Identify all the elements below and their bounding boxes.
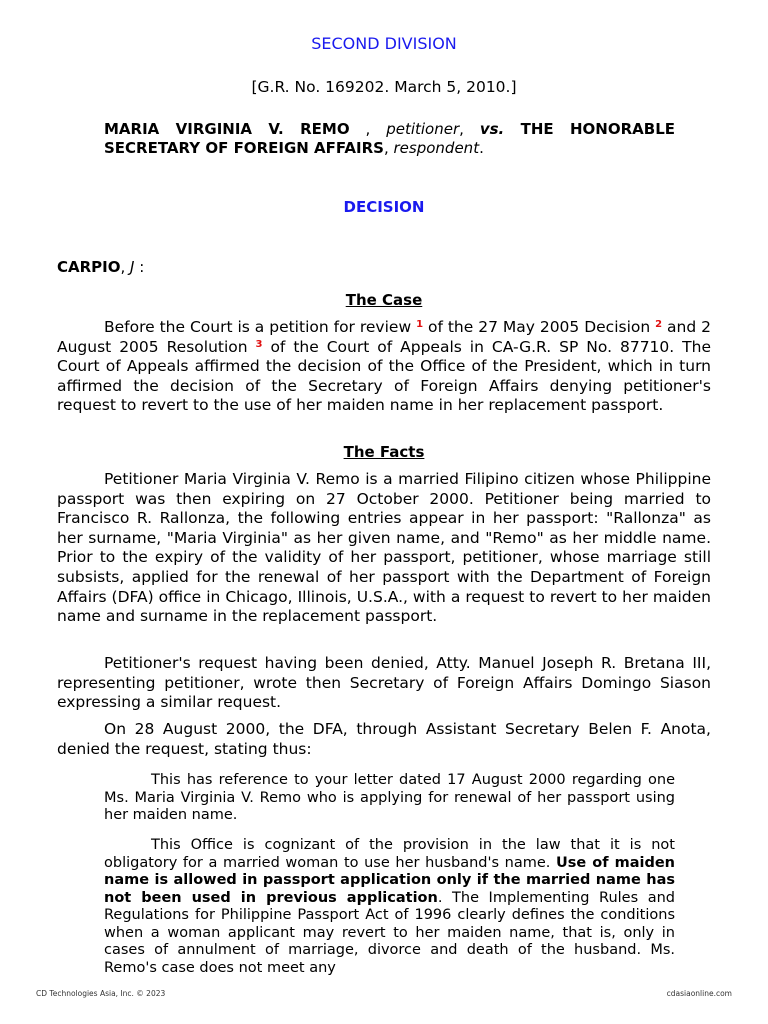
footnote-link-3[interactable]: 3 bbox=[255, 338, 263, 350]
respondent-name: THE HONORABLE SECRETARY OF FOREIGN AFFAIRS bbox=[104, 120, 676, 157]
footer-site[interactable]: cdasiaonline.com bbox=[666, 989, 732, 998]
parties-separator: , bbox=[383, 139, 394, 157]
paragraph-text: and 2 August 2005 Resolution bbox=[57, 318, 711, 356]
paragraph-text: of the Court of Appeals in CA-G.R. SP No. 87710. The Court of Appeals affirmed the decision of the Office of the President, which in turn affirmed the decision of the Secretary of Foreign Affairs denying petitioner's request to revert to the use of her maiden name in her replacement passport. bbox=[57, 337, 711, 415]
paragraph-case bbox=[57, 318, 711, 416]
ponente-title: J bbox=[130, 258, 135, 276]
paragraph-facts-3: On 28 August 2000, the DFA, through Assistant Secretary Belen F. Anota, denied the request, stating thus: bbox=[57, 720, 711, 758]
quote-text: . The Implementing Rules and Regulations for Philippine Passport Act of 1996 clearly defines the conditions when a woman applicant may revert to her maiden name, that is, only in cases of annulment of marriage, divorce and death of the husband. Ms. Remo's case does not meet any bbox=[104, 889, 675, 976]
petitioner-role: petitioner bbox=[386, 120, 460, 138]
parties-end: . bbox=[479, 139, 484, 157]
division-heading: SECOND DIVISION bbox=[311, 34, 457, 53]
footnote-link-1[interactable]: 1 bbox=[416, 319, 424, 330]
paragraph-facts-1: Petitioner Maria Virginia V. Remo is a married Filipino citizen whose Philippine passport was then expiring on 27 October 2000. Petitioner being married to Francisco R. Rallonza, the following entries appear in her passport: "Rallonza" as her surname, "Maria Virginia" as her given name, and "Remo" as her middle name. Prior to the expiry of the validity of her passport, petitioner, whose marriage still subsists, applied for the renewal of her passport with the Department of Foreign Affairs (DFA) office in Chicago, Illinois, U.S.A., with a request to revert to her maiden name and surname in the replacement passport. bbox=[57, 470, 711, 626]
decision-title: DECISION bbox=[343, 198, 425, 216]
ponente-separator: , bbox=[120, 258, 131, 276]
ponente bbox=[57, 258, 144, 276]
quote-text: This Office is cognizant of the provision in the law that it is not obligatory for a married woman to use her husband's name. bbox=[104, 837, 675, 871]
parties-separator: , bbox=[349, 120, 387, 138]
paragraph-text: Before the Court is a petition for review bbox=[104, 318, 417, 336]
case-number: [G.R. No. 169202. March 5, 2010.] bbox=[251, 78, 517, 96]
quoted-letter-paragraph-1: This has reference to your letter dated 17 August 2000 regarding one Ms. Maria Virginia V. Remo who is applying for renewal of her passport using her maiden name. bbox=[104, 772, 675, 823]
section-heading-case: The Case bbox=[345, 291, 423, 309]
paragraph-text: of the 27 May 2005 Decision bbox=[423, 318, 656, 336]
petitioner-name: MARIA VIRGINIA V. REMO bbox=[104, 120, 350, 138]
paragraph-facts-2: Petitioner's request having been denied, Atty. Manuel Joseph R. Bretana III, representing petitioner, wrote then Secretary of Foreign Affairs Domingo Siason expressing a similar request. bbox=[57, 654, 711, 712]
respondent-role: respondent bbox=[393, 139, 480, 157]
footnote-link-2[interactable]: 2 bbox=[655, 319, 663, 330]
case-parties bbox=[104, 120, 675, 158]
footer-copyright: CD Technologies Asia, Inc. © 2023 bbox=[36, 989, 166, 998]
ponente-end: : bbox=[134, 258, 145, 276]
parties-separator: , bbox=[459, 120, 480, 138]
ponente-name: CARPIO bbox=[57, 258, 121, 276]
quote-emphasis: Use of maiden name is allowed in passport application only if the married name has not been used in previous application bbox=[104, 854, 675, 906]
versus-label: vs. bbox=[479, 120, 505, 138]
quoted-letter-paragraph-2 bbox=[104, 837, 675, 977]
section-heading-facts: The Facts bbox=[343, 443, 425, 461]
